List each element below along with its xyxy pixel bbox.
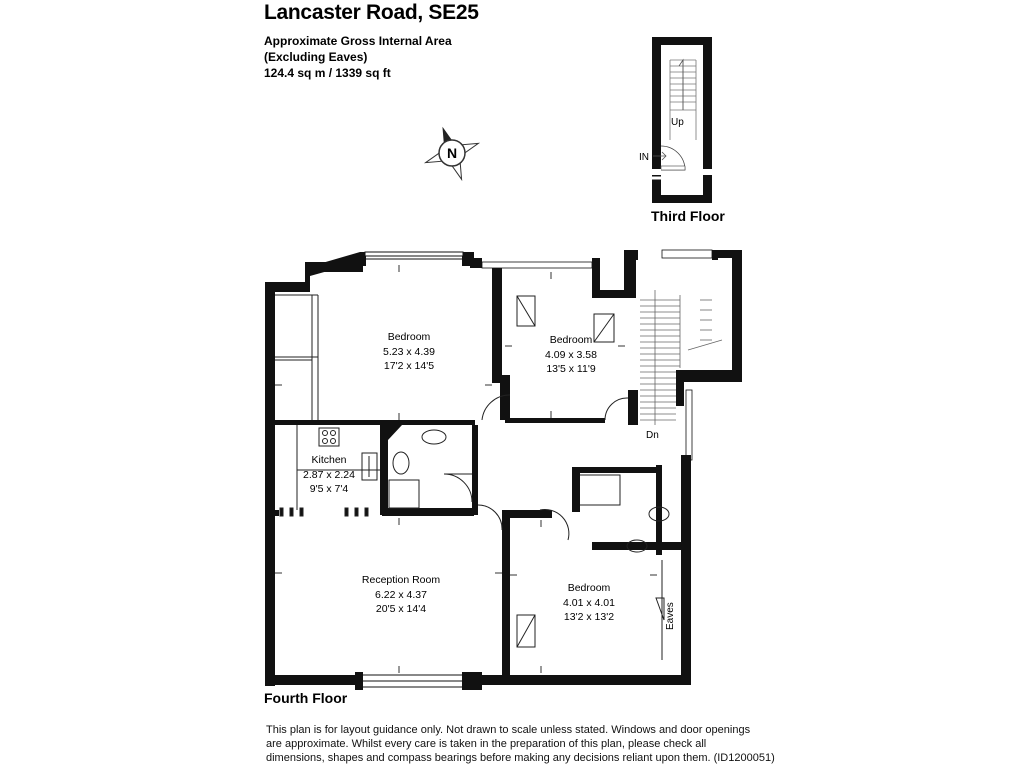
kitchen-name: Kitchen (311, 454, 347, 466)
bedroom2-name: Bedroom (549, 334, 593, 346)
compass-icon (424, 125, 481, 182)
bedroom2-imperial: 13'5 x 11'9 (546, 363, 596, 375)
bedroom1-metric: 5.23 x 4.39 (383, 346, 435, 358)
disclaimer-line: This plan is for layout guidance only. Not drawn to scale unless stated. Windows and door openings (266, 724, 751, 736)
disclaimer (266, 723, 806, 765)
bedroom1-imperial: 17'2 x 14'5 (383, 360, 435, 372)
bedroom3-name: Bedroom (567, 582, 611, 594)
fourth-floor-label: Fourth Floor (264, 690, 348, 706)
bedroom3-imperial: 13'2 x 13'2 (563, 611, 615, 623)
reception-imperial: 20'5 x 14'4 (375, 603, 427, 615)
third-floor-label: Third Floor (651, 208, 725, 224)
area-caption-note: (Excluding Eaves) (264, 50, 368, 64)
kitchen-imperial: 9'5 x 7'4 (309, 483, 349, 495)
plan-title: Lancaster Road, SE25 (264, 1, 479, 24)
third-floor-stair-label: Up (671, 117, 684, 128)
kitchen-metric: 2.87 x 2.24 (303, 469, 355, 481)
entry-label: IN (639, 152, 649, 163)
reception-metric: 6.22 x 4.37 (375, 589, 427, 601)
bedroom3-metric: 4.01 x 4.01 (563, 597, 615, 609)
third-floor-plan (639, 37, 712, 203)
area-value: 124.4 sq m / 1339 sq ft (264, 66, 391, 80)
disclaimer-line: are approximate. Whilst every care is taken in the preparation of this plan, please check all (266, 738, 707, 750)
compass-label: N (446, 145, 458, 161)
fourth-floor-stair-label: Dn (646, 430, 659, 441)
bedroom1-name: Bedroom (387, 331, 431, 343)
area-caption: Approximate Gross Internal Area (264, 34, 452, 48)
eaves-label: Eaves (665, 602, 676, 630)
bedroom2-metric: 4.09 x 3.58 (545, 349, 597, 361)
disclaimer-line: dimensions, shapes and compass bearings before making any decisions reliant upon them. (ID1200051) (266, 752, 775, 764)
reception-name: Reception Room (361, 574, 441, 586)
